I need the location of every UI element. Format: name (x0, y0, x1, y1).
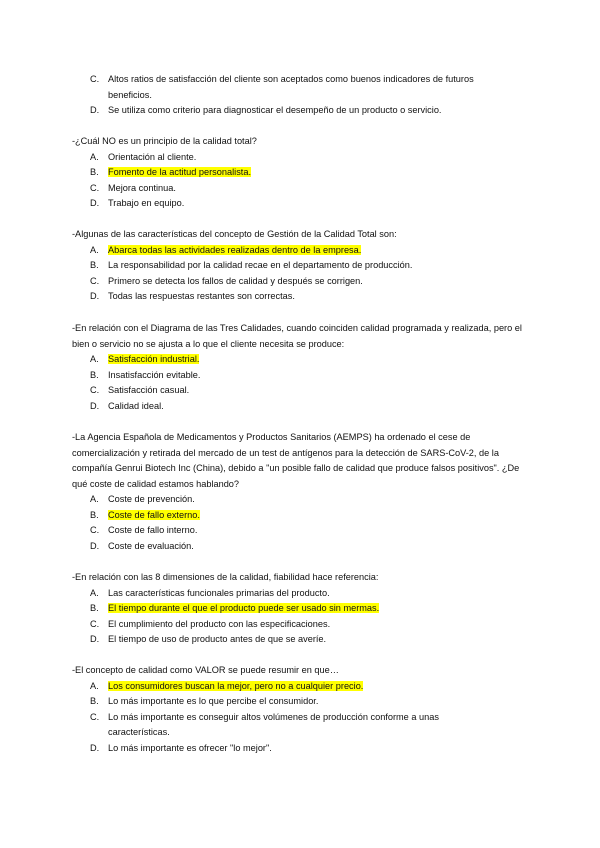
option-letter: D. (90, 198, 100, 208)
option-letter: A. (90, 151, 99, 162)
option-text-continued: características. (108, 727, 170, 737)
option-text: Coste de evaluación. (108, 540, 194, 551)
option-text: Lo más importante es ofrecer "lo mejor". (108, 742, 272, 753)
option-text: Trabajo en equipo. (108, 198, 185, 208)
question-text: -La Agencia Española de Medicamentos y Productos Sanitarios (AEMPS) ha ordenado el cese de comercialización y retirada del mercado de un test de antígenos para la detección de SARS-CoV-2, de la compañía Genrui Biotech Inc (China), debido a "un posible fallo de calidad que produce falsos positivos". ¿De qué coste de calidad estamos hablando? (72, 432, 520, 489)
option-b (72, 694, 532, 710)
option-b (72, 258, 532, 274)
option-d (72, 399, 532, 415)
option-text: Coste de prevención. (108, 494, 195, 504)
option-c (72, 617, 532, 633)
option-text: Los consumidores buscan la mejor, pero no a cualquier precio. (108, 680, 364, 691)
option-text: Altos ratios de satisfacción del cliente son aceptados como buenos indicadores de futuros (108, 74, 474, 84)
option-b-highlighted (72, 601, 532, 617)
option-letter: C. (90, 74, 100, 84)
option-c (72, 710, 532, 741)
option-letter: D. (90, 291, 100, 301)
option-text-continued: beneficios. (108, 89, 152, 100)
option-text: El tiempo de uso de producto antes de que se averíe. (108, 634, 327, 644)
option-letter: A. (90, 587, 99, 598)
option-b-highlighted (72, 165, 532, 181)
option-letter: B. (90, 167, 99, 177)
option-letter: D. (90, 634, 100, 644)
option-text: Calidad ideal. (108, 400, 164, 411)
option-text: Orientación al cliente. (108, 151, 197, 162)
option-letter: A. (90, 494, 99, 504)
option-text: La responsabilidad por la calidad recae en el departamento de producción. (108, 260, 413, 270)
option-d (72, 103, 532, 119)
option-letter: C. (90, 275, 100, 286)
option-text: Satisfacción industrial. (108, 354, 200, 364)
option-text: Mejora continua. (108, 182, 176, 193)
option-letter: A. (90, 354, 99, 364)
option-text: El cumplimiento del producto con las especificaciones. (108, 618, 331, 629)
option-d (72, 539, 532, 555)
option-letter: A. (90, 680, 99, 691)
question-block (72, 663, 532, 756)
option-a (72, 492, 532, 508)
question-text: -En relación con las 8 dimensiones de la calidad, fiabilidad hace referencia: (72, 572, 379, 582)
question-block (72, 570, 532, 648)
question-block (72, 227, 532, 305)
option-text: Primero se detecta los fallos de calidad y después se corrigen. (108, 275, 363, 286)
option-c (72, 181, 532, 197)
option-text: Lo más importante es conseguir altos volúmenes de producción conforme a unas (108, 711, 439, 722)
question-block (72, 430, 532, 554)
option-d (72, 196, 532, 212)
option-c (72, 72, 532, 103)
option-text: Satisfacción casual. (108, 385, 190, 395)
option-d (72, 741, 532, 757)
question-block-continuation (72, 72, 532, 119)
option-text: Las características funcionales primarias del producto. (108, 587, 330, 598)
option-letter: D. (90, 742, 100, 753)
question-block (72, 321, 532, 414)
option-a-highlighted (72, 243, 532, 259)
option-letter: C. (90, 182, 100, 193)
question-block (72, 134, 532, 212)
option-letter: A. (90, 244, 99, 255)
option-c (72, 274, 532, 290)
option-letter: B. (90, 509, 99, 520)
option-c (72, 383, 532, 399)
option-letter: C. (90, 385, 100, 395)
option-text: Todas las respuestas restantes son correctas. (108, 291, 295, 301)
option-letter: D. (90, 540, 100, 551)
option-letter: B. (90, 260, 99, 270)
option-letter: D. (90, 400, 100, 411)
option-a (72, 150, 532, 166)
question-text: -¿Cuál NO es un principio de la calidad total? (72, 136, 257, 146)
option-text: Insatisfacción evitable. (108, 369, 201, 380)
option-c (72, 523, 532, 539)
option-letter: B. (90, 369, 99, 380)
option-letter: C. (90, 711, 100, 722)
option-b (72, 368, 532, 384)
option-letter: C. (90, 618, 100, 629)
question-text: -En relación con el Diagrama de las Tres Calidades, cuando coinciden calidad programada y realizada, pero el bien o servicio no se ajusta a lo que el cliente necesita se produce: (72, 323, 522, 349)
option-text: Se utiliza como criterio para diagnosticar el desempeño de un producto o servicio. (108, 105, 442, 115)
option-text: Lo más importante es lo que percibe el consumidor. (108, 696, 319, 706)
option-letter: B. (90, 603, 99, 613)
option-letter: D. (90, 105, 100, 115)
option-a (72, 586, 532, 602)
option-text: El tiempo durante el que el producto puede ser usado sin mermas. (108, 603, 380, 613)
option-d (72, 632, 532, 648)
question-text: -El concepto de calidad como VALOR se puede resumir en que… (72, 665, 339, 675)
option-letter: C. (90, 525, 100, 535)
option-a-highlighted (72, 679, 532, 695)
option-letter: B. (90, 696, 99, 706)
option-text: Coste de fallo externo. (108, 509, 200, 520)
option-text: Coste de fallo interno. (108, 525, 198, 535)
option-text: Abarca todas las actividades realizadas dentro de la empresa. (108, 244, 362, 255)
question-text: -Algunas de las características del concepto de Gestión de la Calidad Total son: (72, 229, 397, 239)
option-d (72, 289, 532, 305)
option-a-highlighted (72, 352, 532, 368)
option-b-highlighted (72, 508, 532, 524)
option-text: Fomento de la actitud personalista. (108, 167, 251, 177)
